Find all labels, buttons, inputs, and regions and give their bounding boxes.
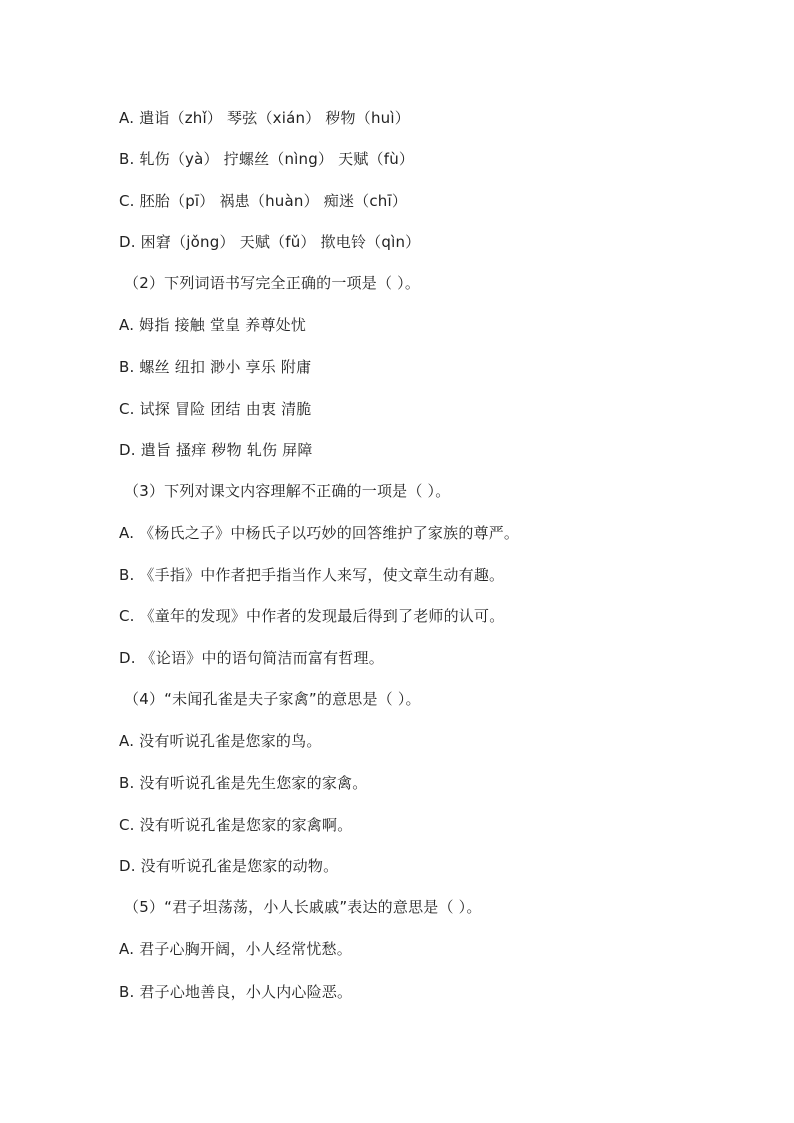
q2-option-d: D. 遣旨 搔痒 秽物 轧伤 屏障 — [119, 441, 313, 459]
q5-stem: （5）“君子坦荡荡，小人长戚戚”表达的意思是（ ）。 — [124, 898, 482, 916]
q3-option-d: D. 《论语》中的语句简洁而富有哲理。 — [119, 649, 384, 667]
q4-option-c: C. 没有听说孔雀是您家的家禽啊。 — [119, 816, 353, 834]
q4-stem: （4）“未闻孔雀是夫子家禽”的意思是（ ）。 — [124, 690, 421, 708]
q2-option-c: C. 试探 冒险 团结 由衷 清脆 — [119, 400, 312, 418]
q3-option-c: C. 《童年的发现》中作者的发现最后得到了老师的认可。 — [119, 607, 505, 625]
q1-option-d: D. 困窘（jǒng） 天赋（fǔ） 揿电铃（qìn） — [119, 233, 421, 251]
q4-option-a: A. 没有听说孔雀是您家的鸟。 — [119, 732, 322, 750]
q5-option-a: A. 君子心胸开阔，小人经常忧愁。 — [119, 940, 352, 958]
q3-option-b: B. 《手指》中作者把手指当作人来写，使文章生动有趣。 — [119, 566, 505, 584]
q4-option-b: B. 没有听说孔雀是先生您家的家禽。 — [119, 774, 368, 792]
q1-option-b: B. 轧伤（yà） 拧螺丝（nìng） 天赋（fù） — [119, 150, 415, 168]
q5-option-b: B. 君子心地善良，小人内心险恶。 — [119, 983, 353, 1001]
q3-option-a: A. 《杨氏之子》中杨氏子以巧妙的回答维护了家族的尊严。 — [119, 524, 520, 542]
q2-option-b: B. 螺丝 纽扣 渺小 享乐 附庸 — [119, 358, 312, 376]
q1-option-c: C. 胚胎（pī） 祸患（huàn） 痴迷（chī） — [119, 192, 408, 210]
q4-option-d: D. 没有听说孔雀是您家的动物。 — [119, 857, 339, 875]
q2-stem: （2）下列词语书写完全正确的一项是（ ）。 — [124, 274, 421, 292]
q3-stem: （3）下列对课文内容理解不正确的一项是（ ）。 — [124, 482, 451, 500]
q2-option-a: A. 姆指 接触 堂皇 养尊处忧 — [119, 316, 307, 334]
q1-option-a: A. 遣诣（zhǐ） 琴弦（xián） 秽物（huì） — [119, 109, 410, 127]
